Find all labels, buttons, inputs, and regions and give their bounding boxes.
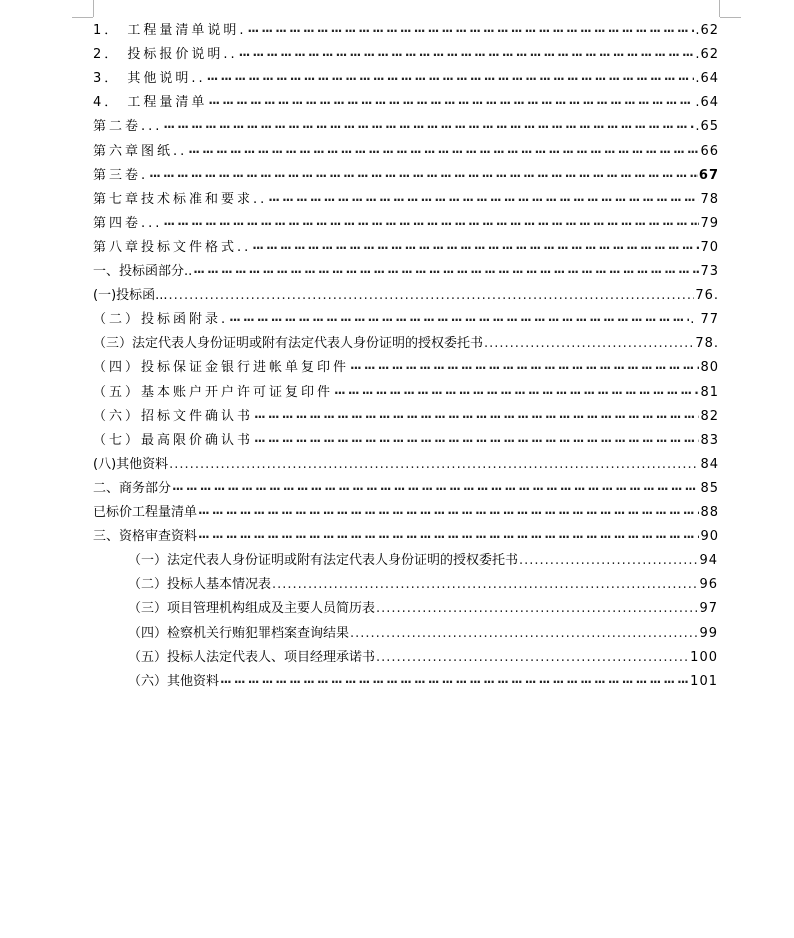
toc-page-number: 79 bbox=[700, 216, 719, 231]
toc-dot-leader bbox=[188, 143, 699, 161]
toc-entry[interactable] bbox=[93, 430, 719, 450]
toc-dot-leader bbox=[350, 625, 698, 643]
toc-dot-leader bbox=[519, 552, 698, 570]
toc-entry-title: （一）法定代表人身份证明或附有法定代表人身份证明的授权委托书 bbox=[128, 553, 519, 568]
toc-page-number: 66 bbox=[700, 144, 719, 159]
toc-page-number: 100 bbox=[690, 650, 718, 665]
toc-dot-leader bbox=[220, 673, 689, 691]
toc-dot-leader bbox=[208, 94, 694, 112]
toc-page-number: 70 bbox=[700, 240, 719, 255]
toc-entry[interactable] bbox=[128, 550, 718, 570]
toc-entry[interactable] bbox=[93, 141, 719, 161]
toc-dot-leader bbox=[169, 287, 695, 305]
toc-page-number: 81 bbox=[700, 385, 719, 400]
toc-dot-leader bbox=[163, 215, 699, 233]
toc-page-number: 97 bbox=[699, 601, 718, 616]
toc-entry-title: （三）项目管理机构组成及主要人员简历表 bbox=[128, 601, 376, 616]
toc-entry[interactable] bbox=[93, 454, 719, 474]
toc-entry[interactable] bbox=[93, 285, 719, 305]
toc-dot-leader bbox=[229, 311, 689, 329]
toc-entry[interactable] bbox=[93, 261, 719, 281]
toc-dot-leader bbox=[172, 480, 699, 498]
toc-page-number: 78. bbox=[695, 336, 719, 351]
toc-dot-leader bbox=[272, 576, 698, 594]
toc-dot-leader bbox=[193, 263, 699, 281]
toc-entry-title: 第二卷... bbox=[93, 119, 163, 134]
toc-dot-leader bbox=[169, 456, 699, 474]
toc-page-number: 83 bbox=[700, 433, 719, 448]
page-corner-mark-top-right-horizontal bbox=[720, 17, 741, 18]
toc-entry-title: （五）投标人法定代表人、项目经理承诺书 bbox=[128, 650, 376, 665]
toc-page-number: .62 bbox=[695, 47, 719, 62]
toc-page-number: .64 bbox=[695, 71, 719, 86]
toc-entry-title: （四）投标保证金银行进帐单复印件 bbox=[93, 360, 350, 375]
toc-entry-title: （四）检察机关行贿犯罪档案查询结果 bbox=[128, 626, 350, 641]
toc-entry[interactable] bbox=[128, 623, 718, 643]
toc-entry-title: （六）其他资料 bbox=[128, 674, 220, 689]
toc-entry[interactable] bbox=[128, 671, 718, 691]
toc-entry-title: 已标价工程量清单 bbox=[93, 505, 198, 520]
toc-entry[interactable] bbox=[93, 68, 719, 88]
toc-entry[interactable] bbox=[93, 213, 719, 233]
toc-entry-title: 第七章技术标准和要求.. bbox=[93, 192, 268, 207]
toc-entry[interactable] bbox=[93, 116, 719, 136]
toc-dot-leader bbox=[268, 191, 699, 209]
toc-entry[interactable] bbox=[93, 165, 719, 185]
toc-entry-title: 二、商务部分 bbox=[93, 481, 172, 496]
toc-entry-title: 4． 工程量清单 bbox=[93, 95, 208, 110]
toc-dot-leader bbox=[248, 22, 695, 40]
toc-entry-title: （三）法定代表人身份证明或附有法定代表人身份证明的授权委托书 bbox=[93, 336, 484, 351]
toc-entry-title: 2． 投标报价说明.. bbox=[93, 47, 238, 62]
toc-page-number: 67 bbox=[698, 168, 719, 183]
toc-entry[interactable] bbox=[93, 526, 719, 546]
toc-dot-leader bbox=[254, 432, 699, 450]
toc-entry-title: （五）基本账户开户许可证复印件 bbox=[93, 385, 334, 400]
toc-page-number: 76. bbox=[695, 288, 719, 303]
toc-page-number: 88 bbox=[700, 505, 719, 520]
toc-page-number: 78 bbox=[700, 192, 719, 207]
toc-entry-title: 第六章图纸.. bbox=[93, 144, 188, 159]
toc-entry-title: （二）投标人基本情况表 bbox=[128, 577, 272, 592]
page-corner-mark-top-left bbox=[93, 0, 94, 17]
toc-page-number: 96 bbox=[699, 577, 718, 592]
toc-entry[interactable] bbox=[93, 478, 719, 498]
toc-page-number: 101 bbox=[690, 674, 718, 689]
toc-entry-title: (一)投标函... bbox=[93, 288, 168, 303]
toc-entry-title: （六）招标文件确认书 bbox=[93, 409, 254, 424]
toc-entry-title: 三、资格审查资料 bbox=[93, 529, 198, 544]
toc-dot-leader bbox=[484, 335, 694, 353]
toc-dot-leader bbox=[376, 649, 689, 667]
toc-entry-title: 第三卷. bbox=[93, 168, 149, 183]
toc-entry[interactable] bbox=[93, 92, 719, 112]
toc-entry[interactable] bbox=[93, 406, 719, 426]
toc-entry-title: （二）投标函附录. bbox=[93, 312, 229, 327]
toc-page-number: .64 bbox=[695, 95, 719, 110]
toc-entry[interactable] bbox=[128, 598, 718, 618]
toc-entry-title: 3． 其他说明.. bbox=[93, 71, 206, 86]
toc-entry-title: 1． 工程量清单说明. bbox=[93, 23, 247, 38]
page-corner-mark-top-right bbox=[719, 0, 720, 17]
toc-page-number: . 77 bbox=[690, 312, 719, 327]
toc-dot-leader bbox=[252, 239, 699, 257]
toc-page-number: 73 bbox=[700, 264, 719, 279]
toc-entry-title: 第八章投标文件格式.. bbox=[93, 240, 252, 255]
toc-entry[interactable] bbox=[93, 333, 719, 353]
toc-page-number: .62 bbox=[695, 23, 719, 38]
toc-dot-leader bbox=[207, 70, 695, 88]
toc-dot-leader bbox=[376, 600, 698, 618]
toc-entry[interactable] bbox=[93, 44, 719, 64]
toc-entry[interactable] bbox=[128, 574, 718, 594]
toc-entry[interactable] bbox=[93, 309, 719, 329]
toc-page-number: .65 bbox=[695, 119, 719, 134]
toc-entry-title: 第四卷... bbox=[93, 216, 163, 231]
toc-entry-title: 一、投标函部分.. bbox=[93, 264, 193, 279]
toc-dot-leader bbox=[149, 167, 698, 185]
toc-page-number: 84 bbox=[700, 457, 719, 472]
toc-entry[interactable] bbox=[93, 357, 719, 377]
toc-entry[interactable] bbox=[93, 189, 719, 209]
toc-entry[interactable] bbox=[93, 382, 719, 402]
toc-entry[interactable] bbox=[93, 502, 719, 522]
toc-dot-leader bbox=[239, 46, 695, 64]
toc-page-number: 82 bbox=[700, 409, 719, 424]
toc-entry-title: (八)其他资料 bbox=[93, 457, 169, 472]
toc-entry[interactable] bbox=[128, 647, 718, 667]
toc-page-number: 85 bbox=[700, 481, 719, 496]
toc-page-number: 90 bbox=[700, 529, 719, 544]
toc-dot-leader bbox=[334, 384, 699, 402]
toc-dot-leader bbox=[198, 528, 699, 546]
toc-entry[interactable] bbox=[93, 237, 719, 257]
toc-entry[interactable] bbox=[93, 20, 719, 40]
toc-page-number: 80 bbox=[700, 360, 719, 375]
toc-dot-leader bbox=[198, 504, 699, 522]
toc-dot-leader bbox=[350, 359, 699, 377]
toc-page-number: 99 bbox=[699, 626, 718, 641]
toc-entry-title: （七）最高限价确认书 bbox=[93, 433, 254, 448]
toc-dot-leader bbox=[254, 408, 699, 426]
toc-dot-leader bbox=[163, 118, 694, 136]
page-corner-mark-top-left-horizontal bbox=[72, 17, 93, 18]
toc-page-number: 94 bbox=[699, 553, 718, 568]
